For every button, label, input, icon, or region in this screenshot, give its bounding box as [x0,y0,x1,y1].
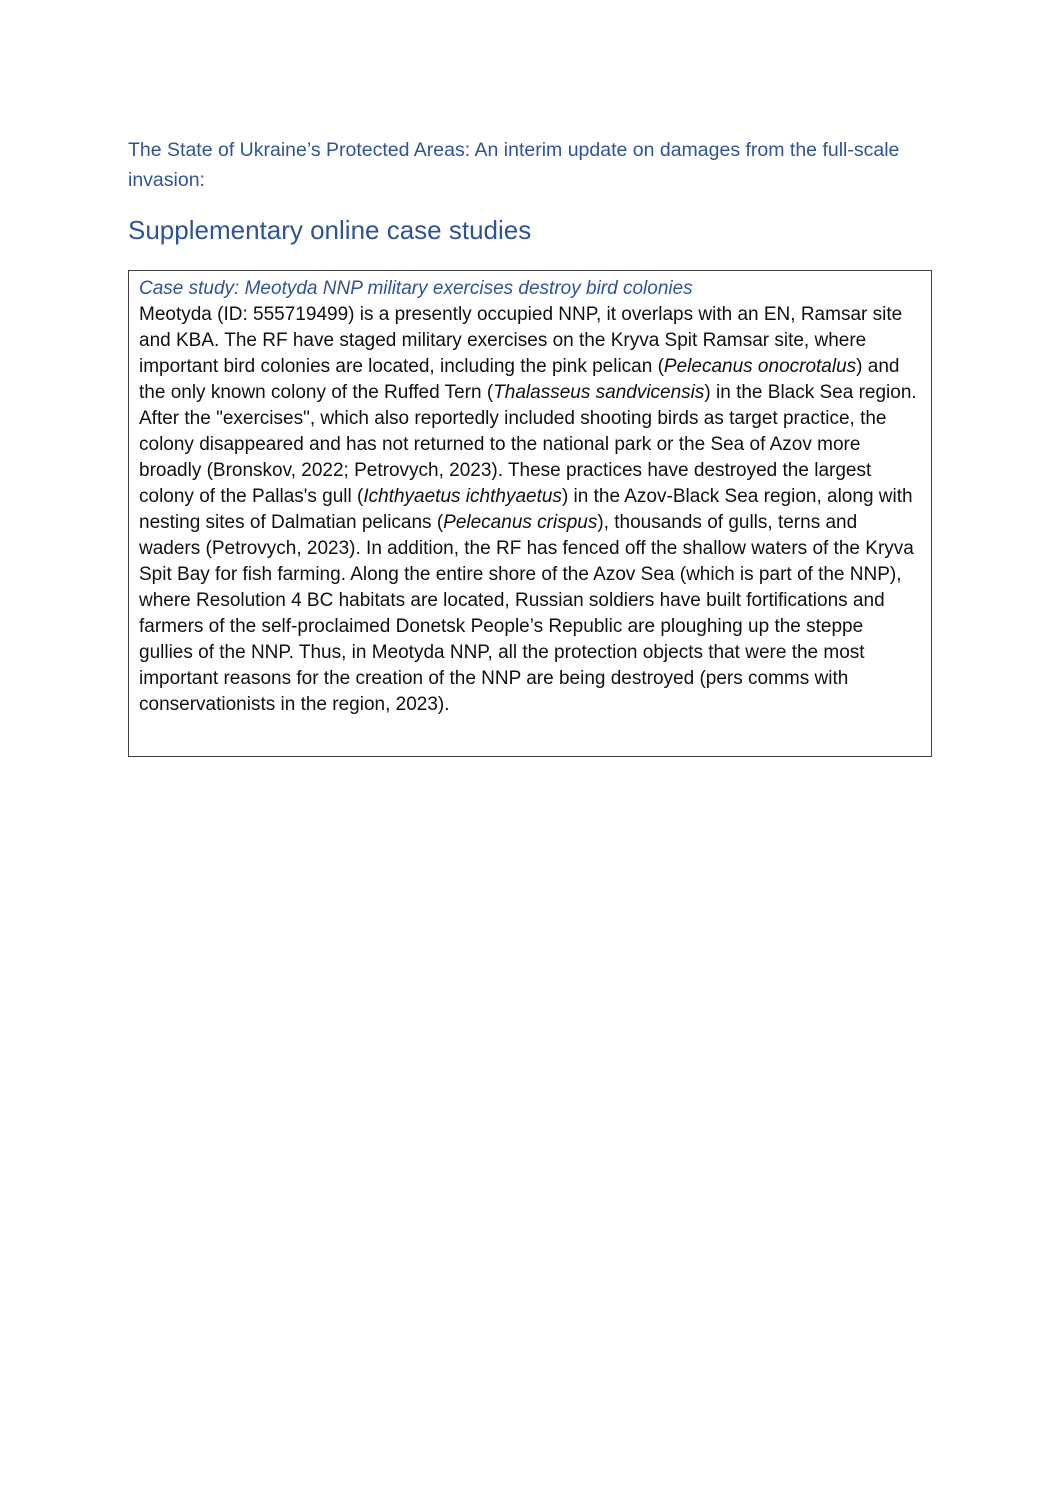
species-name: Ichthyaetus ichthyaetus [363,486,562,507]
body-segment: ) in the Azov-Black Sea region, along with nesting sites of Dalmatian pelicans ( [139,486,913,533]
case-study-box [128,270,932,757]
species-name: Thalasseus sandvicensis [493,382,705,403]
body-segment: Meotyda (ID: 555719499) is a presently occupied NNP, it overlaps with an EN, Ramsar site and KBA. The RF have staged military exercises on the Kryva Spit Ramsar site, where important bird colonies are located, including the pink pelican ( [139,304,903,377]
case-study-body [139,302,920,718]
document-title: The State of Ukraine’s Protected Areas: An interim update on damages from the full-scale invasion: [128,139,900,191]
section-heading: Supplementary online case studies [128,215,532,245]
species-name: Pelecanus crispus [443,512,598,533]
body-segment: ), thousands of gulls, terns and waders (Petrovych, 2023). In addition, the RF has fenced off the shallow waters of the Kryva Spit Bay for fish farming. Along the entire shore of the Azov Sea (which is part of the NNP), where Resolution 4 BC habitats are located, Russian soldiers have built fortifications and farmers of the self-proclaimed Donetsk People’s Republic are ploughing up the steppe gullies of the NNP. Thus, in Meotyda NNP, all the protection objects that were the most important reasons for the creation of the NNP are being destroyed (pers comms with conservationists in the region, 2023). [139,512,914,715]
body-segment: ) and the only known colony of the Ruffed Tern ( [139,356,900,403]
case-study-heading: Case study: Meotyda NNP military exercises destroy bird colonies [139,278,693,299]
species-name: Pelecanus onocrotalus [663,356,857,377]
body-segment: ) in the Black Sea region. After the "exercises", which also reportedly included shooting birds as target practice, the colony disappeared and has not returned to the national park or the Sea of Azov more broadly (Bronskov, 2022; Petrovych, 2023). These practices have destroyed the largest colony of the Pallas's gull ( [139,382,917,507]
